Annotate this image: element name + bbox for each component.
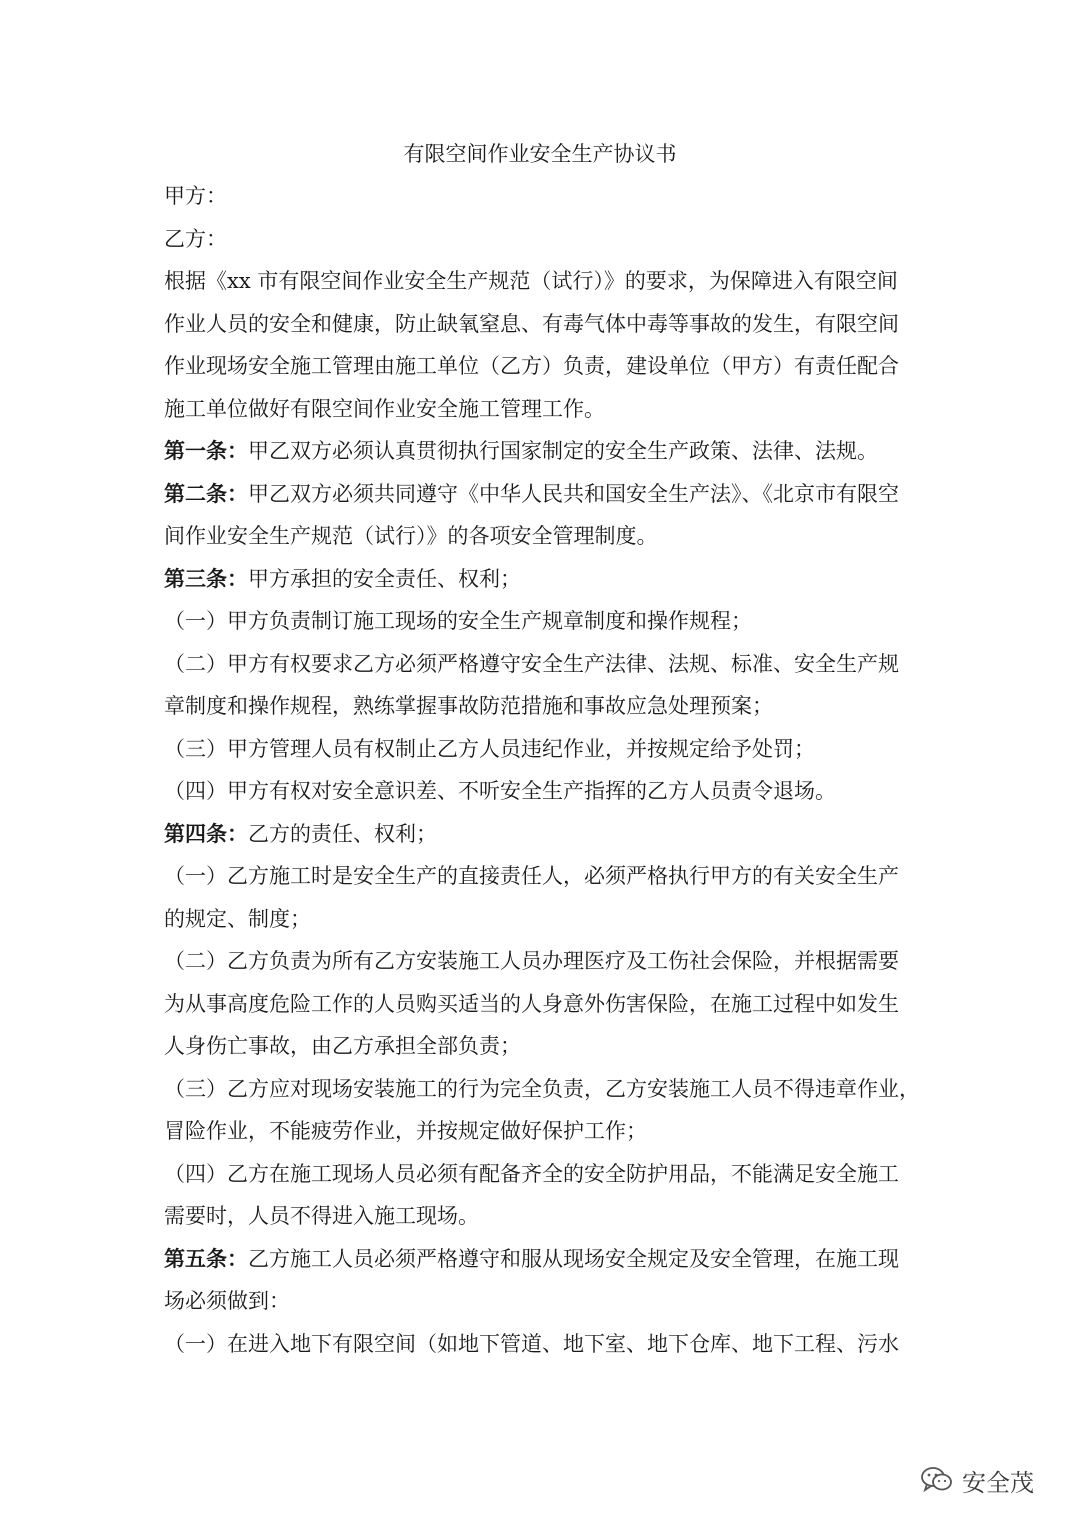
article-item: 冒险作业，不能疲劳作业，并按规定做好保护工作； [164, 1119, 647, 1143]
article-item: 人身伤亡事故，由乙方承担全部负责； [164, 1034, 521, 1058]
article-item: 章制度和操作规程，熟练掌握事故防范措施和事故应急处理预案； [164, 694, 773, 718]
article-item: 为从事高度危险工作的人员购买适当的人身意外伤害保险，在施工过程中如发生 [164, 992, 899, 1016]
article-label: 第二条： [164, 481, 248, 506]
article-3 [164, 564, 924, 594]
article-2 [164, 479, 924, 509]
article-1 [164, 436, 924, 466]
article-5 [164, 1244, 924, 1274]
article-text: 甲乙双方必须认真贯彻执行国家制定的安全生产政策、法律、法规。 [248, 439, 878, 463]
article-item: （三）乙方应对现场安装施工的行为完全负责，乙方安装施工人员不得违章作业， [164, 1077, 920, 1101]
article-item: （二）甲方有权要求乙方必须严格遵守安全生产法律、法规、标准、安全生产规 [164, 652, 899, 676]
paragraph-line: 作业现场安全施工管理由施工单位（乙方）负责，建设单位（甲方）有责任配合 [164, 354, 899, 378]
article-text: 甲方承担的安全责任、权利； [248, 567, 521, 591]
article-text: 乙方的责任、权利； [248, 822, 437, 846]
paragraph-line: 作业人员的安全和健康，防止缺氧窒息、有毒气体中毒等事故的发生，有限空间 [164, 312, 899, 336]
article-label: 第三条： [164, 566, 248, 591]
article-item: （四）甲方有权对安全意识差、不听安全生产指挥的乙方人员责令退场。 [164, 779, 836, 803]
article-item: （一）甲方负责制订施工现场的安全生产规章制度和操作规程； [164, 609, 752, 633]
article-label: 第五条： [164, 1246, 248, 1271]
wechat-icon [920, 1465, 954, 1495]
article-item: （一）在进入地下有限空间（如地下管道、地下室、地下仓库、地下工程、污水 [164, 1332, 899, 1356]
paragraph-line: 根据《xx 市有限空间作业安全生产规范（试行）》的要求，为保障进入有限空间 [164, 269, 898, 293]
article-item: （一）乙方施工时是安全生产的直接责任人，必须严格执行甲方的有关安全生产 [164, 864, 899, 888]
party-a-label: 甲方： [164, 184, 227, 208]
article-item: 的规定、制度； [164, 907, 311, 931]
watermark [920, 1460, 1060, 1500]
article-text: 乙方施工人员必须严格遵守和服从现场安全规定及安全管理，在施工现 [248, 1247, 899, 1271]
paragraph-line: 施工单位做好有限空间作业安全施工管理工作。 [164, 397, 605, 421]
party-b-label: 乙方： [164, 227, 227, 251]
article-4 [164, 819, 924, 849]
article-item: （二）乙方负责为所有乙方安装施工人员办理医疗及工伤社会保险，并根据需要 [164, 949, 899, 973]
article-item: （三）甲方管理人员有权制止乙方人员违纪作业，并按规定给予处罚； [164, 737, 815, 761]
article-item: 需要时，人员不得进入施工现场。 [164, 1204, 479, 1228]
document-title: 有限空间作业安全生产协议书 [403, 142, 677, 166]
article-5-cont: 场必须做到： [164, 1289, 290, 1313]
article-text: 甲乙双方必须共同遵守《中华人民共和国安全生产法》、《北京市有限空 [248, 482, 899, 506]
article-label: 第一条： [164, 438, 248, 463]
article-item: （四）乙方在施工现场人员必须有配备齐全的安全防护用品，不能满足安全施工 [164, 1162, 899, 1186]
watermark-text: 安全茂 [962, 1468, 1034, 1497]
article-2-cont: 间作业安全生产规范（试行）》的各项安全管理制度。 [164, 524, 658, 548]
article-label: 第四条： [164, 821, 248, 846]
